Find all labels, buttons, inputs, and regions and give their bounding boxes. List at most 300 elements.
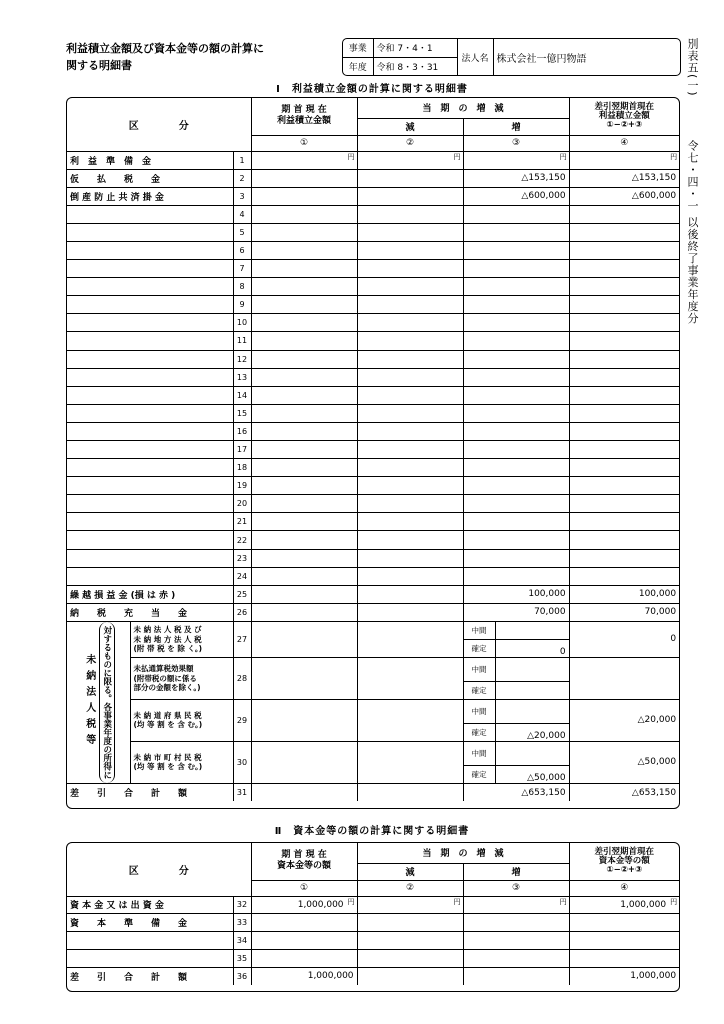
cell-col4 [569, 296, 679, 314]
tax-row-label-line3: (附 帯 税 を 除 く。) [133, 644, 203, 654]
section1-table [66, 97, 680, 809]
cell-col1 [251, 459, 357, 477]
col4-header-line1: 差引翌期首現在 [594, 846, 655, 857]
cell-col1 [251, 332, 357, 350]
table-row [67, 932, 679, 950]
table-row [67, 314, 679, 332]
cell-col4 [569, 531, 679, 549]
cell-value: △153,150 [521, 173, 566, 184]
cell-col3 [463, 169, 569, 187]
cell-col2 [357, 187, 463, 205]
cell-col2 [357, 477, 463, 495]
cell-col2 [357, 278, 463, 296]
table-row [67, 585, 679, 603]
cell-col4 [569, 205, 679, 223]
col1-num: ① [251, 135, 357, 151]
table-row [67, 495, 679, 513]
col1-header-line2: 資本金等の額 [277, 861, 332, 872]
cell-col3 [463, 477, 569, 495]
cell-col1 [251, 783, 357, 801]
cell-col4 [569, 477, 679, 495]
table-row [67, 699, 679, 723]
cell-col2 [357, 404, 463, 422]
kakutei-label: 確定 [463, 639, 495, 657]
cell-col2 [357, 495, 463, 513]
applicability-note: 令七・四・一 以後終了事業年度分 [686, 140, 699, 325]
cell-col2 [357, 332, 463, 350]
row-label [67, 404, 233, 422]
tax-row-label-line2: (附帯税の額に係る [133, 673, 197, 683]
cell-col1 [251, 741, 357, 783]
cell-col4 [569, 441, 679, 459]
cell-col3 [463, 223, 569, 241]
row-label [67, 314, 233, 332]
row-label [67, 932, 233, 950]
cell-col2 [357, 314, 463, 332]
row-number: 35 [233, 949, 251, 967]
chukan-label: 中間 [463, 657, 495, 681]
tax-row-label-line3: 部分の金額を除く。) [133, 683, 201, 693]
cell-col1: 1,000,000 [251, 967, 357, 985]
table-row [67, 914, 679, 932]
cell-col3 [463, 241, 569, 259]
row-label [67, 531, 233, 549]
row-number: 25 [233, 585, 251, 603]
row-number: 13 [233, 368, 251, 386]
cell-col3 [463, 549, 569, 567]
cell-col3 [463, 585, 569, 603]
cell-value: 70,000 [644, 607, 677, 618]
cell-col1 [251, 567, 357, 585]
cell-col1 [251, 241, 357, 259]
table-row [67, 296, 679, 314]
cell-col3 [463, 531, 569, 549]
row-number: 33 [233, 914, 251, 932]
col2-header: 減 [357, 118, 463, 135]
col-change-header: 当 期 の 増 減 [357, 843, 569, 863]
yen-unit: 円 [670, 152, 678, 161]
row-label [67, 477, 233, 495]
cell-col3 [463, 260, 569, 278]
row-label [67, 296, 233, 314]
col3-header: 増 [463, 863, 569, 880]
cell-col3 [463, 386, 569, 404]
cell-col4 [569, 932, 679, 950]
row-number: 28 [233, 657, 251, 699]
row-number: 3 [233, 187, 251, 205]
row-label [67, 949, 233, 967]
cell-value: △153,150 [631, 173, 677, 184]
cell-col4 [569, 549, 679, 567]
cell-col4 [569, 314, 679, 332]
yen-unit: 円 [559, 897, 567, 906]
cell-col2 [357, 657, 463, 699]
tax-row-label-line1: 未払通算税効果額 [133, 664, 194, 674]
row-number: 12 [233, 350, 251, 368]
cell-col2 [357, 441, 463, 459]
table-row [67, 657, 679, 681]
form-title-line2: 関する明細書 [66, 59, 132, 72]
cell-col2 [357, 531, 463, 549]
col2-num: ② [357, 135, 463, 151]
table-row [67, 404, 679, 422]
row-number: 1 [233, 151, 251, 169]
cell-col2 [357, 603, 463, 621]
table-row [67, 241, 679, 259]
cell-col4 [569, 404, 679, 422]
row-label: 繰 越 損 益 金 (損 は 赤 ) [67, 585, 233, 603]
tax-group-outer-label: 未納法人税等 [83, 654, 95, 751]
cell-col1 [251, 531, 357, 549]
table-row [67, 260, 679, 278]
cell-col4 [569, 332, 679, 350]
col-kubun: 区 分 [67, 843, 251, 896]
cell-col1 [251, 404, 357, 422]
cell-col4: 0 [569, 621, 679, 657]
table-row [67, 567, 679, 585]
col4-header [569, 843, 679, 880]
chukan-label: 中間 [463, 621, 495, 639]
cell-col1 [251, 896, 357, 914]
cell-value: △600,000 [631, 191, 677, 202]
form-id: 別表五(一) [686, 38, 699, 97]
row-number: 10 [233, 314, 251, 332]
cell-col1 [251, 603, 357, 621]
cell-col2 [357, 260, 463, 278]
table-row [67, 949, 679, 967]
table-row [67, 422, 679, 440]
period-from: 令和 7・4・1 [373, 39, 457, 57]
tax-row-label-line1: 未 納 法 人 税 及 び [133, 625, 202, 635]
col2-header: 減 [357, 863, 463, 880]
cell-col2 [357, 422, 463, 440]
table-row [67, 441, 679, 459]
row-label [67, 368, 233, 386]
cell-col1 [251, 699, 357, 741]
cell-col3 [463, 567, 569, 585]
table-row [67, 896, 679, 914]
yen-unit: 円 [347, 897, 355, 906]
cell-col4 [569, 896, 679, 914]
row-number: 18 [233, 459, 251, 477]
cell-col4 [569, 949, 679, 967]
cell-col4: △50,000 [569, 741, 679, 783]
row-label: 仮 払 税 金 [67, 169, 233, 187]
row-number: 21 [233, 513, 251, 531]
cell-col1 [251, 422, 357, 440]
cell-col2 [357, 949, 463, 967]
row-number: 2 [233, 169, 251, 187]
cell-col2 [357, 896, 463, 914]
col1-header [251, 843, 357, 880]
row-number: 8 [233, 278, 251, 296]
cell-col3 [463, 205, 569, 223]
yen-unit: 円 [670, 897, 678, 906]
cell-col3 [463, 404, 569, 422]
cell-col1 [251, 657, 357, 699]
cell-col1 [251, 368, 357, 386]
cell-col1 [251, 621, 357, 657]
col3-num: ③ [463, 880, 569, 896]
cell-col3 [463, 459, 569, 477]
col4-header-line3: ①−②+③ [606, 864, 643, 875]
section2-table [66, 842, 680, 992]
cell-col1 [251, 513, 357, 531]
cell-col2 [357, 932, 463, 950]
cell-col3 [463, 314, 569, 332]
row-label [67, 223, 233, 241]
cell-col1 [251, 169, 357, 187]
cell-col4 [569, 241, 679, 259]
cell-col3 [463, 949, 569, 967]
row-number: 30 [233, 741, 251, 783]
cell-col4 [569, 169, 679, 187]
cell-col2 [357, 296, 463, 314]
cell-col4 [569, 278, 679, 296]
cell-col2 [357, 567, 463, 585]
row-label [67, 241, 233, 259]
cell-col2 [357, 151, 463, 169]
cell-col3: △653,150 [463, 783, 569, 801]
tax-row-label [130, 621, 233, 657]
cell-col1 [251, 477, 357, 495]
table-row [67, 223, 679, 241]
cell-col4 [569, 260, 679, 278]
row-number: 14 [233, 386, 251, 404]
cell-col3 [463, 350, 569, 368]
row-number: 26 [233, 603, 251, 621]
row-label [67, 205, 233, 223]
cell-col2 [357, 386, 463, 404]
row-number: 32 [233, 896, 251, 914]
col3-num: ③ [463, 135, 569, 151]
chukan-value [495, 657, 569, 681]
cell-col4 [569, 914, 679, 932]
table-row [67, 169, 679, 187]
tax-group-label [67, 621, 130, 783]
row-label: 納 税 充 当 金 [67, 603, 233, 621]
chukan-value [495, 699, 569, 723]
cell-col3 [463, 603, 569, 621]
tax-row-label-line2: (均 等 割 を 含 む。) [133, 720, 203, 730]
table-row [67, 549, 679, 567]
row-number: 6 [233, 241, 251, 259]
cell-col3 [463, 513, 569, 531]
cell-col4 [569, 603, 679, 621]
cell-col2 [357, 549, 463, 567]
cell-col1 [251, 296, 357, 314]
row-label [67, 513, 233, 531]
table-row [67, 368, 679, 386]
cell-col4 [569, 386, 679, 404]
cell-col2 [357, 223, 463, 241]
tax-row-label-line2: 未 納 地 方 法 人 税 [133, 634, 202, 644]
period-label-2: 年度 [343, 57, 373, 75]
cell-col3 [463, 495, 569, 513]
col4-header-line3: ①−②+③ [606, 119, 643, 130]
col4-header-line2: 利益積立金額 [598, 110, 650, 121]
cell-col3 [463, 441, 569, 459]
cell-col2 [357, 741, 463, 783]
cell-col4 [569, 495, 679, 513]
cell-col4 [569, 585, 679, 603]
tax-group-paren-label: 対するものに限る。各事業年度の所得に [99, 622, 115, 783]
cell-col4 [569, 459, 679, 477]
table-row [67, 741, 679, 765]
cell-col2 [357, 459, 463, 477]
row-number: 34 [233, 932, 251, 950]
cell-col2 [357, 914, 463, 932]
cell-col3 [463, 187, 569, 205]
cell-col3 [463, 151, 569, 169]
col4-header-line1: 差引翌期首現在 [594, 101, 655, 112]
row-number: 17 [233, 441, 251, 459]
row-label [67, 495, 233, 513]
table-row [67, 513, 679, 531]
col4-num: ④ [569, 135, 679, 151]
col1-header [251, 98, 357, 135]
row-label [67, 260, 233, 278]
row-label: 差 引 合 計 額 [67, 967, 233, 985]
cell-col2 [357, 368, 463, 386]
cell-value: 70,000 [534, 607, 566, 618]
row-number: 19 [233, 477, 251, 495]
cell-col3 [463, 278, 569, 296]
table-row [67, 531, 679, 549]
cell-value: 100,000 [528, 589, 566, 600]
row-label: 資 本 準 備 金 [67, 914, 233, 932]
row-number: 29 [233, 699, 251, 741]
row-number: 5 [233, 223, 251, 241]
cell-col1 [251, 187, 357, 205]
row-label [67, 567, 233, 585]
row-label: 差 引 合 計 額 [67, 783, 233, 801]
cell-col1 [251, 278, 357, 296]
cell-col3 [463, 932, 569, 950]
header-info-box [342, 38, 681, 76]
row-label [67, 549, 233, 567]
kakutei-value: △50,000 [495, 765, 569, 783]
table-row [67, 187, 679, 205]
corp-name: 株式会社一億円物語 [493, 39, 680, 75]
form-title [66, 40, 264, 74]
cell-col1 [251, 585, 357, 603]
cell-col1 [251, 386, 357, 404]
cell-col4 [569, 368, 679, 386]
row-label: 資 本 金 又 は 出 資 金 [67, 896, 233, 914]
cell-col4 [569, 187, 679, 205]
cell-col2 [357, 241, 463, 259]
form-title-line1: 利益積立金額及び資本金等の額の計算に [66, 42, 264, 55]
cell-col2 [357, 699, 463, 741]
cell-col3 [463, 914, 569, 932]
cell-col1 [251, 223, 357, 241]
row-number: 16 [233, 422, 251, 440]
cell-col1 [251, 205, 357, 223]
cell-col3 [463, 896, 569, 914]
cell-col4 [569, 151, 679, 169]
row-number: 9 [233, 296, 251, 314]
section2-title: Ⅱ 資本金等の額の計算に関する明細書 [274, 826, 470, 837]
row-label: 倒 産 防 止 共 済 掛 金 [67, 187, 233, 205]
row-number: 36 [233, 967, 251, 985]
table-row [67, 621, 679, 639]
tax-row-label-line1: 未 納 道 府 県 民 税 [133, 710, 202, 720]
chukan-value [495, 621, 569, 639]
row-label: 利 益 準 備 金 [67, 151, 233, 169]
cell-value: 1,000,000 [297, 899, 344, 910]
cell-value: 100,000 [638, 589, 677, 600]
cell-col1 [251, 914, 357, 932]
col1-num: ① [251, 880, 357, 896]
tax-row-label-line1: 未 納 市 町 村 民 税 [133, 752, 202, 762]
yen-unit: 円 [453, 152, 461, 161]
tax-row-label [130, 699, 233, 741]
cell-col4: △20,000 [569, 699, 679, 741]
cell-col4 [569, 422, 679, 440]
table-row [67, 151, 679, 169]
chukan-value [495, 741, 569, 765]
cell-col3 [463, 967, 569, 985]
table-row [67, 477, 679, 495]
section1-title: Ⅰ 利益積立金額の計算に関する明細書 [276, 84, 468, 95]
tax-row-label [130, 657, 233, 699]
cell-col1 [251, 932, 357, 950]
row-label [67, 278, 233, 296]
cell-col4 [569, 567, 679, 585]
row-label [67, 332, 233, 350]
cell-col3 [463, 368, 569, 386]
col-change-header: 当 期 の 増 減 [357, 98, 569, 118]
col3-header: 増 [463, 118, 569, 135]
kakutei-value [495, 681, 569, 699]
chukan-label: 中間 [463, 741, 495, 765]
kakutei-label: 確定 [463, 765, 495, 783]
cell-col3 [463, 296, 569, 314]
cell-col2 [357, 513, 463, 531]
cell-value: 1,000,000 [620, 899, 667, 910]
col4-header-line2: 資本金等の額 [598, 855, 650, 866]
cell-col1 [251, 350, 357, 368]
col4-num: ④ [569, 880, 679, 896]
cell-col2 [357, 205, 463, 223]
cell-col1 [251, 495, 357, 513]
col2-num: ② [357, 880, 463, 896]
cell-col1 [251, 949, 357, 967]
period-to: 令和 8・3・31 [373, 57, 457, 75]
cell-col4 [569, 513, 679, 531]
table-row [67, 386, 679, 404]
corp-label: 法人名 [457, 39, 493, 75]
tax-row-label [130, 741, 233, 783]
cell-col3 [463, 332, 569, 350]
cell-col4 [569, 350, 679, 368]
row-number: 15 [233, 404, 251, 422]
yen-unit: 円 [559, 152, 567, 161]
yen-unit: 円 [453, 897, 461, 906]
table-row [67, 332, 679, 350]
row-number: 11 [233, 332, 251, 350]
cell-value: △600,000 [521, 191, 566, 202]
cell-col4 [569, 223, 679, 241]
table-row [67, 278, 679, 296]
col1-header-line2: 利益積立金額 [277, 116, 332, 127]
cell-col2 [357, 783, 463, 801]
cell-col1 [251, 549, 357, 567]
kakutei-value: △20,000 [495, 723, 569, 741]
col1-header-line1: 期 首 現 在 [281, 850, 327, 861]
cell-col1 [251, 314, 357, 332]
